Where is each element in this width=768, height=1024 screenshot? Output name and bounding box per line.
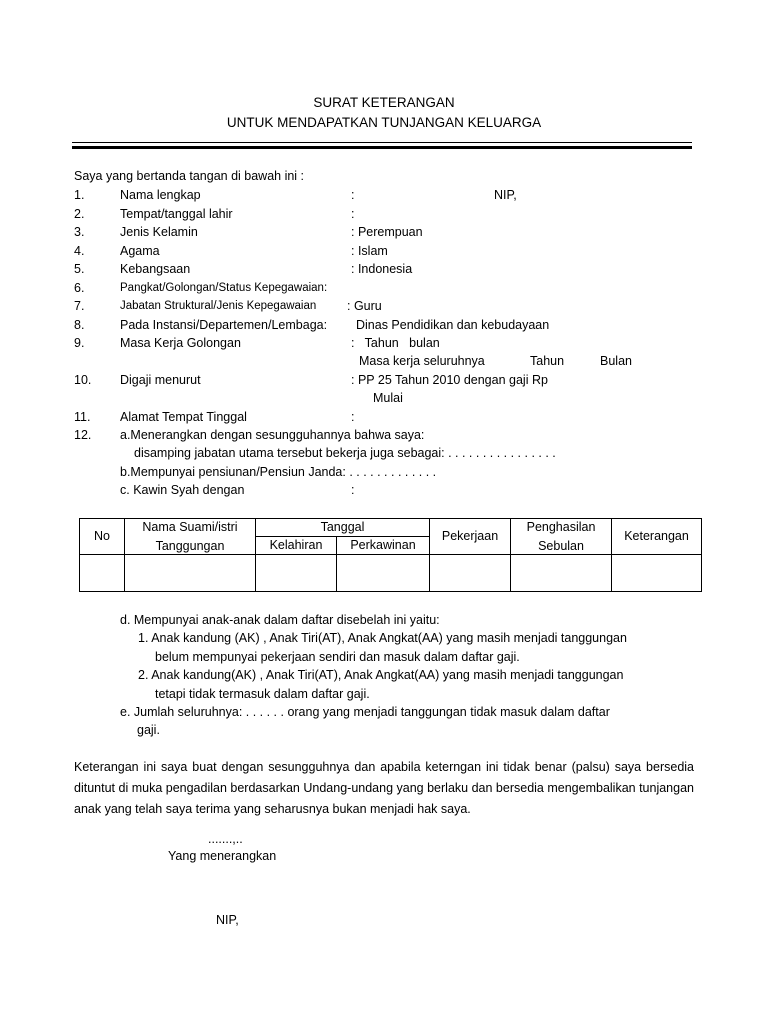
- field-num: 2.: [74, 207, 85, 221]
- field-12c-colon: :: [351, 483, 355, 497]
- field-num: 9.: [74, 336, 85, 350]
- field-value: :: [351, 207, 355, 221]
- field-12a-line2: disamping jabatan utama tersebut bekerja juga sebagai: . . . . . . . . . . . . . . . .: [134, 446, 556, 460]
- field-label: Pada Instansi/Departemen/Lembaga:: [120, 318, 328, 332]
- field-value: : Indonesia: [351, 262, 413, 276]
- field-num: 7.: [74, 299, 85, 313]
- masa-kerja-bulan: Bulan: [600, 354, 632, 368]
- field-label: Jenis Kelamin: [120, 225, 198, 239]
- col-tanggal: Tanggal: [256, 519, 430, 537]
- field-value: : Guru: [347, 299, 382, 313]
- document-title: SURAT KETERANGAN: [313, 95, 455, 110]
- field-label: Nama lengkap: [120, 188, 201, 202]
- section-d1: 1. Anak kandung (AK) , Anak Tiri(AT), Anak Angkat(AA) yang masih menjadi tanggungan: [138, 631, 627, 645]
- section-d2-cont: tetapi tidak termasuk dalam daftar gaji.: [155, 687, 370, 701]
- table-cell: [125, 555, 256, 592]
- table-row: [80, 555, 702, 592]
- col-nama: [125, 519, 256, 555]
- masa-kerja-label: Masa kerja seluruhnya: [359, 354, 485, 368]
- intro-text: Saya yang bertanda tangan di bawah ini :: [74, 169, 305, 183]
- table-header-row: [80, 519, 702, 537]
- section-d2: 2. Anak kandung(AK) , Anak Tiri(AT), Anak Angkat(AA) yang masih menjadi tanggungan: [138, 668, 624, 682]
- table-cell: [256, 555, 337, 592]
- field-value: :: [351, 410, 355, 424]
- field-value: : Tahun bulan: [351, 336, 440, 350]
- field-12b: b.Mempunyai pensiunan/Pensiun Janda: . . . . . . . . . . . . .: [120, 465, 437, 479]
- field-num: 3.: [74, 225, 85, 239]
- signature-nip: NIP,: [216, 913, 239, 927]
- field-value: Dinas Pendidikan dan kebudayaan: [356, 318, 550, 332]
- field-num: 4.: [74, 244, 85, 258]
- field-label: Digaji menurut: [120, 373, 201, 387]
- field-value: : PP 25 Tahun 2010 dengan gaji Rp: [351, 373, 548, 387]
- signature-place-date: .......,..: [208, 832, 243, 846]
- field-label: Pangkat/Golongan/Status Kepegawaian:: [120, 282, 328, 294]
- section-d1-cont: belum mempunyai pekerjaan sendiri dan masuk dalam daftar gaji.: [155, 650, 520, 664]
- signature-label: Yang menerangkan: [168, 849, 277, 863]
- field-value: : Perempuan: [351, 225, 423, 239]
- section-d: d. Mempunyai anak-anak dalam daftar disebelah ini yaitu:: [120, 613, 440, 627]
- closing-paragraph: Keterangan ini saya buat dengan sesungguhnya dan apabila keterngan ini tidak benar (palsu) saya bersedia dituntut di muka pengadilan berdasarkan Undang-undang yang berlaku dan bersedia mengembalikan tunjangan anak yang telah saya terima yang seharusnya bukan menjadi hak saya.: [74, 760, 694, 816]
- field-value: : Islam: [351, 244, 388, 258]
- field-nip: NIP,: [494, 188, 517, 202]
- field-label: Tempat/tanggal lahir: [120, 207, 233, 221]
- col-penghasilan-line2: Sebulan: [538, 538, 584, 553]
- col-kelahiran: Kelahiran: [256, 537, 337, 555]
- col-nama-line2: Tanggungan: [155, 538, 225, 553]
- field-num: 10.: [74, 373, 92, 387]
- section-e-cont: gaji.: [137, 723, 160, 737]
- section-e: e. Jumlah seluruhnya: . . . . . . orang yang menjadi tanggungan tidak masuk dalam daftar: [120, 705, 610, 719]
- document-subtitle: UNTUK MENDAPATKAN TUNJANGAN KELUARGA: [226, 115, 542, 130]
- table-cell: [430, 555, 511, 592]
- table-cell: [337, 555, 430, 592]
- field-num: 6.: [74, 281, 85, 295]
- field-label: Jabatan Struktural/Jenis Kepegawaian: [120, 300, 317, 312]
- col-perkawinan: Perkawinan: [337, 537, 430, 555]
- col-nama-line1: Nama Suami/istri: [142, 519, 238, 534]
- masa-kerja-tahun: Tahun: [530, 354, 565, 368]
- table-cell: [612, 555, 702, 592]
- col-keterangan: Keterangan: [612, 519, 702, 555]
- field-num: 5.: [74, 262, 85, 276]
- field-num: 11.: [74, 410, 91, 424]
- field-12a: a.Menerangkan dengan sesungguhannya bahwa saya:: [120, 428, 425, 442]
- field-value-mulai: Mulai: [373, 391, 403, 405]
- dependents-table: [79, 518, 702, 592]
- col-pekerjaan: Pekerjaan: [430, 519, 511, 555]
- field-num: 8.: [74, 318, 85, 332]
- field-num: 12.: [74, 428, 92, 442]
- field-label: Alamat Tempat Tinggal: [120, 410, 247, 424]
- field-label: Kebangsaan: [120, 262, 191, 276]
- col-no: No: [80, 519, 125, 555]
- table-cell: [80, 555, 125, 592]
- field-label: Agama: [120, 244, 160, 258]
- field-num: 1.: [74, 188, 85, 202]
- field-12c: c. Kawin Syah dengan: [120, 483, 245, 497]
- table-cell: [511, 555, 612, 592]
- header-rule-thin: [72, 142, 692, 143]
- field-value: :: [351, 188, 355, 202]
- col-penghasilan-line1: Penghasilan: [526, 519, 596, 534]
- field-label: Masa Kerja Golongan: [120, 336, 241, 350]
- col-penghasilan: [511, 519, 612, 555]
- header-rule-thick: [72, 146, 692, 149]
